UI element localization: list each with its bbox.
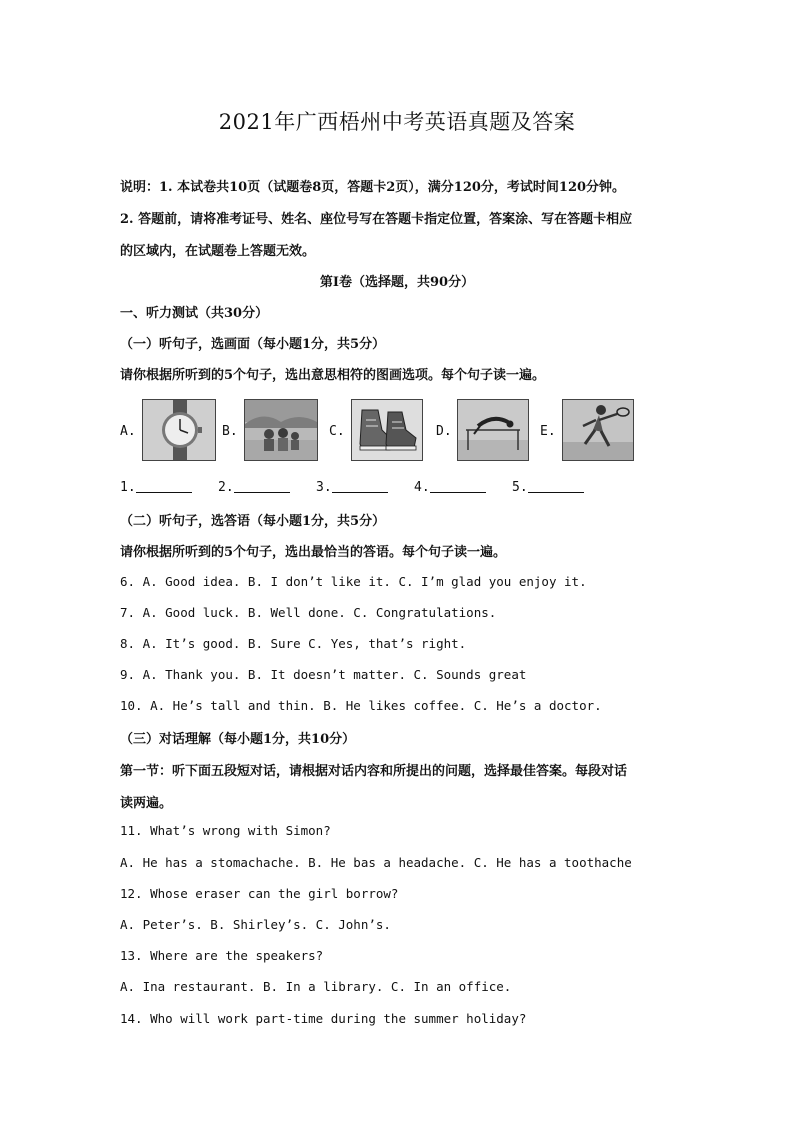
wristwatch-picture bbox=[142, 399, 216, 461]
exam-title: 2021年广西梧州中考英语真题及答案 bbox=[218, 110, 576, 134]
blank-group-4 bbox=[414, 480, 486, 495]
section2-heading: （二）听句子，选答语（每小题1分，共5分） bbox=[120, 514, 386, 529]
blank-label-3: 3. bbox=[316, 480, 332, 495]
question-13: 13. Where are the speakers? bbox=[120, 948, 324, 963]
question-12-options: A. Peter’s. B. Shirley’s. C. John’s. bbox=[120, 917, 391, 932]
question-6: 6. A. Good idea. B. I don’t like it. C. I’m glad you enjoy it. bbox=[120, 574, 587, 589]
blank-group-5 bbox=[512, 480, 584, 495]
option-label-e: E. bbox=[540, 424, 556, 439]
high-jump-picture bbox=[457, 399, 529, 461]
answer-blank-4[interactable] bbox=[430, 480, 486, 493]
question-12: 12. Whose eraser can the girl borrow? bbox=[120, 886, 399, 901]
section2-instruction: 请你根据所听到的5个句子，选出最恰当的答语。每个句子读一遍。 bbox=[120, 545, 507, 560]
answer-blank-2[interactable] bbox=[234, 480, 290, 493]
family-picture bbox=[244, 399, 318, 461]
answer-blank-5[interactable] bbox=[528, 480, 584, 493]
part1-heading: 一、听力测试（共30分） bbox=[120, 306, 269, 321]
blank-label-5: 5. bbox=[512, 480, 528, 495]
question-9: 9. A. Thank you. B. It doesn’t matter. C. Sounds great bbox=[120, 667, 527, 682]
instruction-line-3: 的区域内，在试题卷上答题无效。 bbox=[120, 244, 316, 259]
question-11-options: A. He has a stomachache. B. He bas a headache. C. He has a toothache bbox=[120, 855, 632, 870]
instruction-line-1: 说明：1. 本试卷共10页（试题卷8页，答题卡2页），满分120分，考试时间120分钟。 bbox=[120, 180, 626, 195]
section1-instruction: 请你根据所听到的5个句子，选出意思相符的图画选项。每个句子读一遍。 bbox=[120, 368, 546, 383]
answer-blanks-row bbox=[120, 480, 192, 495]
blank-label-4: 4. bbox=[414, 480, 430, 495]
blank-label-1: 1. bbox=[120, 480, 136, 495]
volume-title: 第Ⅰ卷（选择题，共90分） bbox=[319, 275, 475, 290]
section3-heading: （三）对话理解（每小题1分，共10分） bbox=[120, 732, 356, 747]
instruction-line-2: 2. 答题前，请将准考证号、姓名、座位号写在答题卡指定位置，答案涂、写在答题卡相应 bbox=[120, 212, 633, 227]
section3-instruction-2: 读两遍。 bbox=[120, 796, 173, 811]
blank-group-2 bbox=[218, 480, 290, 495]
question-10: 10. A. He’s tall and thin. B. He likes coffee. C. He’s a doctor. bbox=[120, 698, 602, 713]
blank-label-2: 2. bbox=[218, 480, 234, 495]
sneakers-picture bbox=[351, 399, 423, 461]
option-label-a: A. bbox=[120, 424, 136, 439]
question-8: 8. A. It’s good. B. Sure C. Yes, that’s right. bbox=[120, 636, 467, 651]
question-13-options: A. Ina restaurant. B. In a library. C. In an office. bbox=[120, 979, 512, 994]
option-label-c: C. bbox=[329, 424, 345, 439]
section3-instruction-1: 第一节：听下面五段短对话，请根据对话内容和所提出的问题，选择最佳答案。每段对话 bbox=[120, 764, 628, 779]
answer-blank-3[interactable] bbox=[332, 480, 388, 493]
question-14: 14. Who will work part-time during the summer holiday? bbox=[120, 1011, 527, 1026]
option-label-d: D. bbox=[436, 424, 452, 439]
answer-blank-1[interactable] bbox=[136, 480, 192, 493]
option-label-b: B. bbox=[222, 424, 238, 439]
blank-group-3 bbox=[316, 480, 388, 495]
section1-heading: （一）听句子，选画面（每小题1分，共5分） bbox=[120, 337, 386, 352]
question-11: 11. What’s wrong with Simon? bbox=[120, 823, 331, 838]
question-7: 7. A. Good luck. B. Well done. C. Congratulations. bbox=[120, 605, 497, 620]
tennis-player-picture bbox=[562, 399, 634, 461]
